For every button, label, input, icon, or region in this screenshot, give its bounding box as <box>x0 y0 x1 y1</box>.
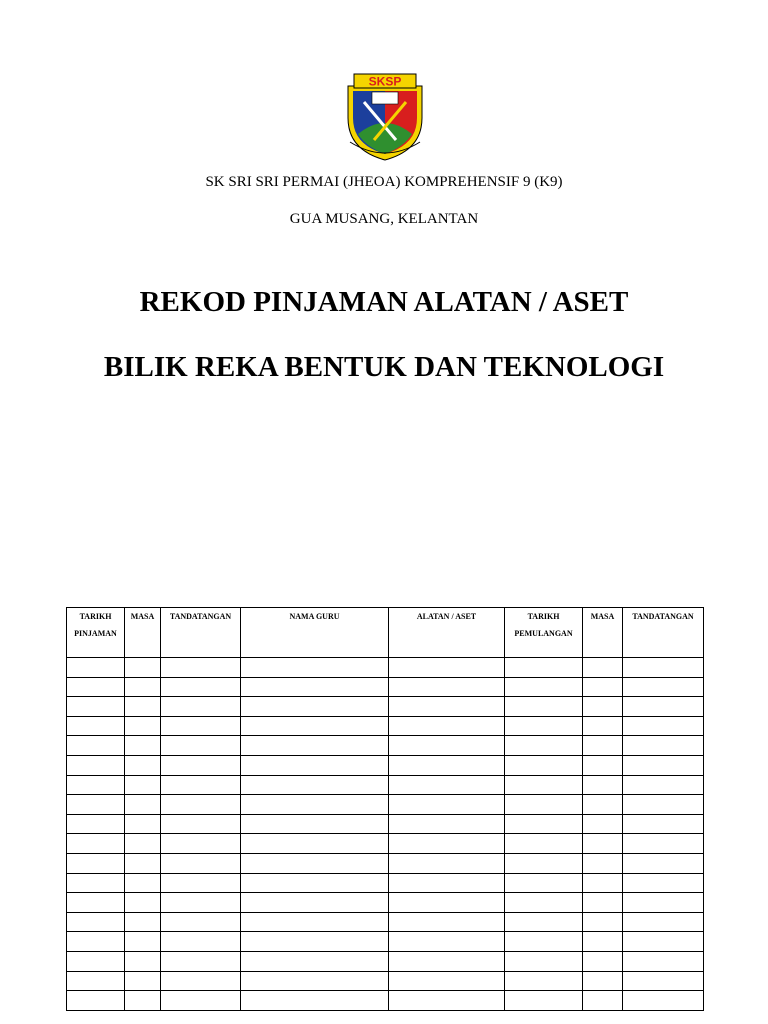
table-cell[interactable] <box>505 795 583 815</box>
table-cell[interactable] <box>505 834 583 854</box>
table-row <box>67 971 704 991</box>
table-row <box>67 893 704 913</box>
table-cell[interactable] <box>583 971 623 991</box>
table-row <box>67 814 704 834</box>
table-cell[interactable] <box>505 716 583 736</box>
table-cell[interactable] <box>125 853 161 873</box>
table-cell[interactable] <box>241 991 389 1011</box>
table-cell[interactable] <box>583 834 623 854</box>
table-cell[interactable] <box>67 775 125 795</box>
table-row <box>67 853 704 873</box>
table-cell[interactable] <box>125 971 161 991</box>
table-cell[interactable] <box>389 736 505 756</box>
table-cell[interactable] <box>505 932 583 952</box>
table-row <box>67 677 704 697</box>
table-cell[interactable] <box>389 912 505 932</box>
table-cell[interactable] <box>67 873 125 893</box>
table-cell[interactable] <box>583 991 623 1011</box>
table-cell[interactable] <box>389 814 505 834</box>
document-title: REKOD PINJAMAN ALATAN / ASET <box>139 286 629 318</box>
table-cell[interactable] <box>161 795 241 815</box>
column-header: ALATAN / ASET <box>389 608 505 658</box>
table-cell[interactable] <box>505 775 583 795</box>
table-cell[interactable] <box>125 677 161 697</box>
table-cell[interactable] <box>583 795 623 815</box>
table-row <box>67 991 704 1011</box>
table-cell[interactable] <box>623 755 704 775</box>
table-cell[interactable] <box>583 716 623 736</box>
table-cell[interactable] <box>67 932 125 952</box>
table-cell[interactable] <box>583 873 623 893</box>
table-row <box>67 697 704 717</box>
table-cell[interactable] <box>67 853 125 873</box>
table-cell[interactable] <box>241 814 389 834</box>
table-cell[interactable] <box>505 814 583 834</box>
table-cell[interactable] <box>623 893 704 913</box>
column-header: MASA <box>125 608 161 658</box>
table-cell[interactable] <box>583 775 623 795</box>
table-cell[interactable] <box>241 658 389 678</box>
table-cell[interactable] <box>125 873 161 893</box>
table-cell[interactable] <box>161 716 241 736</box>
table-cell[interactable] <box>505 736 583 756</box>
table-cell[interactable] <box>505 893 583 913</box>
column-header: NAMA GURU <box>241 608 389 658</box>
table-cell[interactable] <box>67 834 125 854</box>
table-cell[interactable] <box>583 951 623 971</box>
table-row <box>67 834 704 854</box>
table-cell[interactable] <box>623 991 704 1011</box>
table-cell[interactable] <box>67 893 125 913</box>
table-cell[interactable] <box>505 912 583 932</box>
table-row <box>67 658 704 678</box>
table-cell[interactable] <box>389 795 505 815</box>
table-header-row <box>67 608 704 658</box>
table-cell[interactable] <box>161 814 241 834</box>
table-cell[interactable] <box>161 932 241 952</box>
table-cell[interactable] <box>241 951 389 971</box>
table-cell[interactable] <box>389 971 505 991</box>
table-cell[interactable] <box>505 677 583 697</box>
table-cell[interactable] <box>389 677 505 697</box>
table-cell[interactable] <box>67 971 125 991</box>
table-cell[interactable] <box>161 991 241 1011</box>
column-header: MASA <box>583 608 623 658</box>
table-cell[interactable] <box>505 853 583 873</box>
table-cell[interactable] <box>623 951 704 971</box>
table-cell[interactable] <box>583 736 623 756</box>
table-cell[interactable] <box>161 873 241 893</box>
table-cell[interactable] <box>389 991 505 1011</box>
table-body <box>67 658 704 1011</box>
table-cell[interactable] <box>389 873 505 893</box>
table-cell[interactable] <box>623 716 704 736</box>
table-cell[interactable] <box>67 814 125 834</box>
table-cell[interactable] <box>583 814 623 834</box>
table-cell[interactable] <box>241 755 389 775</box>
table-cell[interactable] <box>67 795 125 815</box>
table-cell[interactable] <box>125 893 161 913</box>
table-cell[interactable] <box>161 853 241 873</box>
table-cell[interactable] <box>67 951 125 971</box>
table-cell[interactable] <box>623 814 704 834</box>
table-cell[interactable] <box>389 951 505 971</box>
table-row <box>67 951 704 971</box>
column-header: TARIKH PINJAMAN <box>67 608 125 658</box>
table-cell[interactable] <box>125 716 161 736</box>
table-cell[interactable] <box>389 893 505 913</box>
school-name: SK SRI SRI PERMAI (JHEOA) KOMPREHENSIF 9 (K9) <box>205 174 563 190</box>
column-header: TARIKH PEMULANGAN <box>505 608 583 658</box>
table-cell[interactable] <box>125 775 161 795</box>
column-header: TANDATANGAN <box>161 608 241 658</box>
table-row <box>67 736 704 756</box>
table-cell[interactable] <box>241 893 389 913</box>
table-row <box>67 912 704 932</box>
table-cell[interactable] <box>161 736 241 756</box>
table-cell[interactable] <box>67 991 125 1011</box>
table-cell[interactable] <box>583 697 623 717</box>
table-cell[interactable] <box>125 697 161 717</box>
table-cell[interactable] <box>241 853 389 873</box>
loan-record-table <box>66 607 704 1011</box>
table-cell[interactable] <box>623 795 704 815</box>
table-cell[interactable] <box>161 775 241 795</box>
table-cell[interactable] <box>125 932 161 952</box>
table-cell[interactable] <box>125 991 161 1011</box>
table-cell[interactable] <box>389 932 505 952</box>
table-row <box>67 795 704 815</box>
table-cell[interactable] <box>241 677 389 697</box>
table-cell[interactable] <box>505 697 583 717</box>
table-cell[interactable] <box>505 658 583 678</box>
table-cell[interactable] <box>67 716 125 736</box>
table-cell[interactable] <box>241 716 389 736</box>
school-location: GUA MUSANG, KELANTAN <box>289 211 479 227</box>
table-cell[interactable] <box>125 834 161 854</box>
table-cell[interactable] <box>583 893 623 913</box>
table-cell[interactable] <box>161 893 241 913</box>
table-row <box>67 755 704 775</box>
table-cell[interactable] <box>505 755 583 775</box>
table-cell[interactable] <box>241 736 389 756</box>
table-cell[interactable] <box>67 697 125 717</box>
table-cell[interactable] <box>241 834 389 854</box>
table-cell[interactable] <box>389 834 505 854</box>
table-cell[interactable] <box>161 951 241 971</box>
table-cell[interactable] <box>125 658 161 678</box>
table-cell[interactable] <box>67 658 125 678</box>
table-cell[interactable] <box>125 951 161 971</box>
table-cell[interactable] <box>389 755 505 775</box>
table-cell[interactable] <box>583 912 623 932</box>
table-cell[interactable] <box>389 775 505 795</box>
table-cell[interactable] <box>623 736 704 756</box>
table-cell[interactable] <box>623 677 704 697</box>
table-cell[interactable] <box>505 951 583 971</box>
table-row <box>67 932 704 952</box>
logo-text: SKSP <box>368 74 402 89</box>
table-cell[interactable] <box>67 755 125 775</box>
table-cell[interactable] <box>161 834 241 854</box>
table-row <box>67 716 704 736</box>
table-cell[interactable] <box>389 697 505 717</box>
table-cell[interactable] <box>241 971 389 991</box>
table-cell[interactable] <box>67 736 125 756</box>
document-subtitle: BILIK REKA BENTUK DAN TEKNOLOGI <box>103 351 665 383</box>
table-cell[interactable] <box>161 697 241 717</box>
table-cell[interactable] <box>623 834 704 854</box>
table-cell[interactable] <box>623 971 704 991</box>
table-cell[interactable] <box>623 873 704 893</box>
table-cell[interactable] <box>125 795 161 815</box>
table-cell[interactable] <box>623 853 704 873</box>
table-cell[interactable] <box>125 755 161 775</box>
school-crest-logo <box>344 72 426 162</box>
table-cell[interactable] <box>241 932 389 952</box>
table-cell[interactable] <box>161 677 241 697</box>
table-cell[interactable] <box>623 658 704 678</box>
table-cell[interactable] <box>241 697 389 717</box>
table-cell[interactable] <box>623 775 704 795</box>
table-cell[interactable] <box>161 658 241 678</box>
column-header: TANDATANGAN <box>623 608 704 658</box>
table-cell[interactable] <box>389 853 505 873</box>
table-cell[interactable] <box>623 912 704 932</box>
table-cell[interactable] <box>125 736 161 756</box>
table-cell[interactable] <box>505 971 583 991</box>
table-cell[interactable] <box>505 873 583 893</box>
table-cell[interactable] <box>389 658 505 678</box>
table-cell[interactable] <box>241 873 389 893</box>
table-cell[interactable] <box>67 912 125 932</box>
table-cell[interactable] <box>583 932 623 952</box>
table-cell[interactable] <box>583 677 623 697</box>
table-cell[interactable] <box>125 912 161 932</box>
table-cell[interactable] <box>125 814 161 834</box>
table-cell[interactable] <box>623 697 704 717</box>
table-cell[interactable] <box>583 658 623 678</box>
table-cell[interactable] <box>161 755 241 775</box>
table-cell[interactable] <box>389 716 505 736</box>
table-row <box>67 873 704 893</box>
table-cell[interactable] <box>505 991 583 1011</box>
table-cell[interactable] <box>623 932 704 952</box>
table-cell[interactable] <box>583 755 623 775</box>
table-cell[interactable] <box>583 853 623 873</box>
table-row <box>67 775 704 795</box>
table-cell[interactable] <box>241 775 389 795</box>
table-cell[interactable] <box>161 971 241 991</box>
table-cell[interactable] <box>67 677 125 697</box>
table-cell[interactable] <box>161 912 241 932</box>
table-cell[interactable] <box>241 912 389 932</box>
table-cell[interactable] <box>241 795 389 815</box>
